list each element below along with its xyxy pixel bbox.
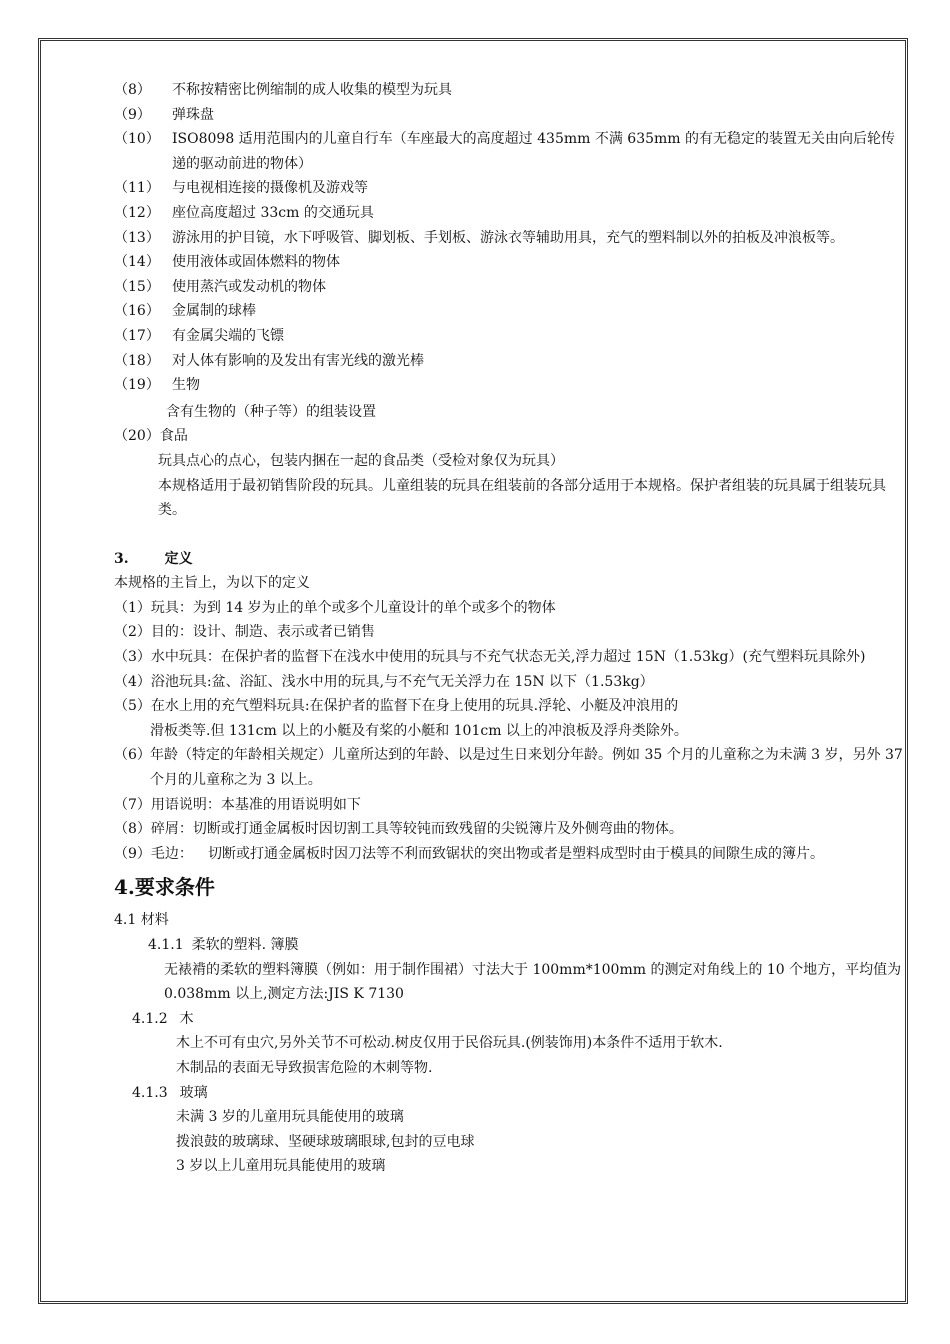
list-item: （3）水中玩具：在保护者的监督下在浅水中使用的玩具与不充气状态无关,浮力超过 15N（1.53kg）(充气塑料玩具除外) bbox=[114, 649, 866, 666]
subsection-text: 木上不可有虫穴,另外关节不可松动.树皮仅用于民俗玩具.(例装饰用)本条件不适用于软木. bbox=[176, 1035, 723, 1052]
list-item: （9）毛边： 切断或打通金属板时因刀法等不利而致锯状的突出物或者是塑料成型时由于模具的间隙生成的簿片。 bbox=[114, 845, 824, 862]
item19-detail: 含有生物的（种子等）的组装设置 bbox=[166, 403, 376, 420]
list-item: （19） 生物 bbox=[114, 377, 200, 394]
list-item: （14） 使用液体或固体燃料的物体 bbox=[114, 254, 340, 271]
list-item: （17） 有金属尖端的飞镖 bbox=[114, 327, 284, 344]
list-item: （9） 弹珠盘 bbox=[114, 106, 214, 123]
list-item: （7）用语说明：本基准的用语说明如下 bbox=[114, 796, 361, 813]
item20-detail: 玩具点心的点心，包装内捆在一起的食品类（受检对象仅为玩具） bbox=[158, 452, 564, 469]
section4-heading: 4.要求条件 bbox=[114, 875, 215, 900]
list-item: （5）在水上用的充气塑料玩具:在保护者的监督下在身上使用的玩具.浮轮、小艇及冲浪用的 bbox=[114, 698, 679, 715]
list-item: （10） ISO8098 适用范围内的儿童自行车（车座最大的高度超过 435mm 不满 635mm 的有无稳定的装置无关由向后轮传递的驱动前进的物体） bbox=[114, 131, 896, 172]
subsection-text: 木制品的表面无导致损害危险的木刺等物. bbox=[176, 1059, 433, 1076]
definition-list bbox=[114, 596, 904, 867]
list-item: （12） 座位高度超过 33cm 的交通玩具 bbox=[114, 204, 374, 221]
subsection-text: 未满 3 岁的儿童用玩具能使用的玻璃 bbox=[176, 1109, 404, 1126]
subsection-text: 无裱褙的柔软的塑料簿膜（例如：用于制作围裙）寸法大于 100mm*100mm 的测定对角线上的 10 个地方，平均值为 0.038mm 以上,测定方法:JIS K 7130 bbox=[164, 961, 902, 1003]
list-item: （16） 金属制的球棒 bbox=[114, 303, 256, 320]
materials-heading: 4.1 材料 bbox=[114, 912, 169, 929]
exclusion-list bbox=[114, 78, 904, 523]
list-item: （2）目的：设计、制造、表示或者已销售 bbox=[114, 624, 375, 641]
list-item: （8）碎屑：切断或打通金属板时因切割工具等较钝而致残留的尖锐簿片及外侧弯曲的物体。 bbox=[114, 821, 683, 838]
list-item: （18） 对人体有影响的及发出有害光线的激光棒 bbox=[114, 352, 424, 369]
list-item: （6） 年龄（特定的年龄相关规定）儿童所达到的年龄、以是过生日来划分年龄。例如 35 个月的儿童称之为未满 3 岁，另外 37 个月的儿童称之为 3 以上。 bbox=[114, 747, 903, 789]
scope-note: 本规格适用于最初销售阶段的玩具。儿童组装的玩具在组装前的各部分适用于本规格。保护者组装的玩具属于组装玩具类。 bbox=[158, 477, 886, 519]
document-body bbox=[114, 78, 904, 1179]
section3-heading: 3. 定义 bbox=[114, 550, 193, 567]
list-item: （13） 游泳用的护目镜，水下呼吸管、脚划板、手划板、游泳衣等辅助用具，充气的塑料制以外的拍板及冲浪板等。 bbox=[114, 229, 844, 246]
list-item: （4）浴池玩具:盆、浴缸、浅水中用的玩具,与不充气无关浮力在 15N 以下（1.53kg） bbox=[114, 673, 654, 690]
subsection-text: 拨浪鼓的玻璃球、坚硬球玻璃眼球,包封的豆电球 bbox=[176, 1133, 475, 1150]
list-item: （11） 与电视相连接的摄像机及游戏等 bbox=[114, 180, 368, 197]
item20-label: （20）食品 bbox=[114, 428, 188, 445]
subsection-heading: 4.1.2 木 bbox=[132, 1010, 194, 1027]
section3-intro: 本规格的主旨上，为以下的定义 bbox=[114, 575, 310, 592]
subsection-heading: 4.1.3 玻璃 bbox=[132, 1084, 208, 1101]
list-item: （15） 使用蒸汽或发动机的物体 bbox=[114, 278, 326, 295]
subsection-heading: 4.1.1 柔软的塑料. 簿膜 bbox=[148, 937, 299, 953]
list-item-continued: 滑板类等.但 131cm 以上的小艇及有桨的小艇和 101cm 以上的冲浪板及浮舟类除外。 bbox=[150, 722, 688, 739]
list-item: （1）玩具：为到 14 岁为止的单个或多个儿童设计的单个或多个的物体 bbox=[114, 599, 556, 616]
subsection-text: 3 岁以上儿童用玩具能使用的玻璃 bbox=[176, 1158, 386, 1175]
list-item: （8） 不称按精密比例缩制的成人收集的模型为玩具 bbox=[114, 82, 452, 98]
